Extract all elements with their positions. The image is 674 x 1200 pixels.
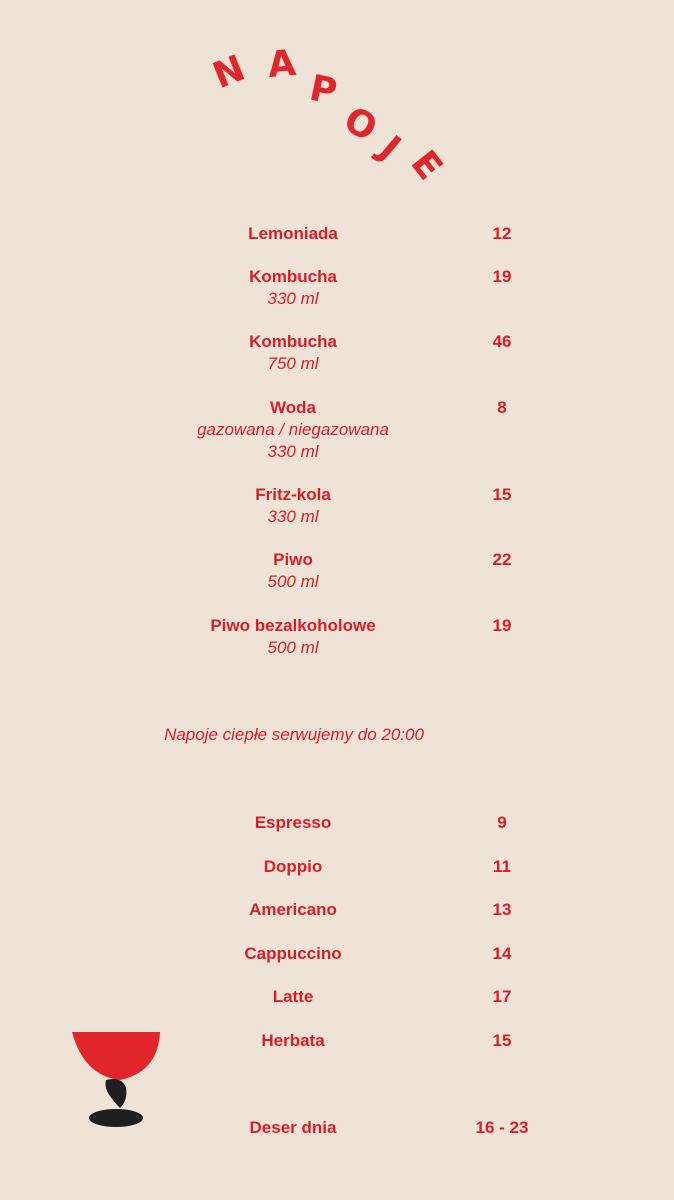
menu-item-detail: gazowana / niegazowana [197, 420, 389, 439]
menu-item-detail: 330 ml [267, 442, 319, 461]
title-letter-e: E [402, 143, 451, 188]
menu-item-name: Lemoniada [248, 224, 338, 243]
title-letter-j: J [371, 128, 409, 169]
menu-item-detail: 330 ml [267, 289, 319, 308]
menu-item-name: Americano [249, 900, 337, 919]
menu-item-price: 15 [492, 1031, 512, 1050]
menu-item-price: 19 [492, 616, 512, 635]
page-title [0, 0, 674, 200]
menu-item-name: Deser dnia [249, 1118, 337, 1137]
menu-item-detail: 500 ml [267, 572, 319, 591]
menu-item-detail: 750 ml [267, 354, 319, 373]
menu-item-name: Piwo [273, 550, 313, 569]
menu-item-price: 19 [492, 267, 512, 286]
menu-item-detail: 500 ml [267, 638, 319, 657]
hot-drinks-note: Napoje ciepłe serwujemy do 20:00 [164, 725, 424, 744]
menu-item-name: Kombucha [249, 332, 337, 351]
menu-item-price: 46 [492, 332, 512, 351]
menu-item-price: 13 [492, 900, 512, 919]
title-letter-a: A [266, 42, 298, 87]
cocktail-glass-icon [70, 1030, 162, 1130]
title-letter-o: O [337, 99, 384, 150]
menu-item-name: Piwo bezalkoholowe [210, 616, 376, 635]
menu-item-name: Doppio [263, 857, 323, 876]
menu-item-name: Espresso [254, 813, 332, 832]
menu-item-name: Herbata [261, 1031, 325, 1050]
menu-item-name: Woda [270, 398, 316, 417]
menu-item-price: 22 [492, 550, 512, 569]
menu-item-price: 12 [492, 224, 512, 243]
menu-item-name: Fritz-kola [255, 485, 331, 504]
menu-item-name: Kombucha [249, 267, 337, 286]
menu-item-detail: 330 ml [267, 507, 319, 526]
title-letter-n: N [207, 47, 251, 98]
menu-item-name: Cappuccino [244, 944, 342, 963]
menu-item-price: 15 [492, 485, 512, 504]
menu-item-price: 14 [492, 944, 512, 963]
menu-item-price: 16 - 23 [475, 1118, 529, 1137]
menu-item-name: Latte [272, 987, 314, 1006]
menu-item-price: 8 [497, 398, 507, 417]
title-letter-p: P [306, 67, 341, 114]
menu-item-price: 11 [493, 857, 511, 876]
menu-item-price: 9 [497, 813, 507, 832]
menu-item-price: 17 [492, 987, 512, 1006]
